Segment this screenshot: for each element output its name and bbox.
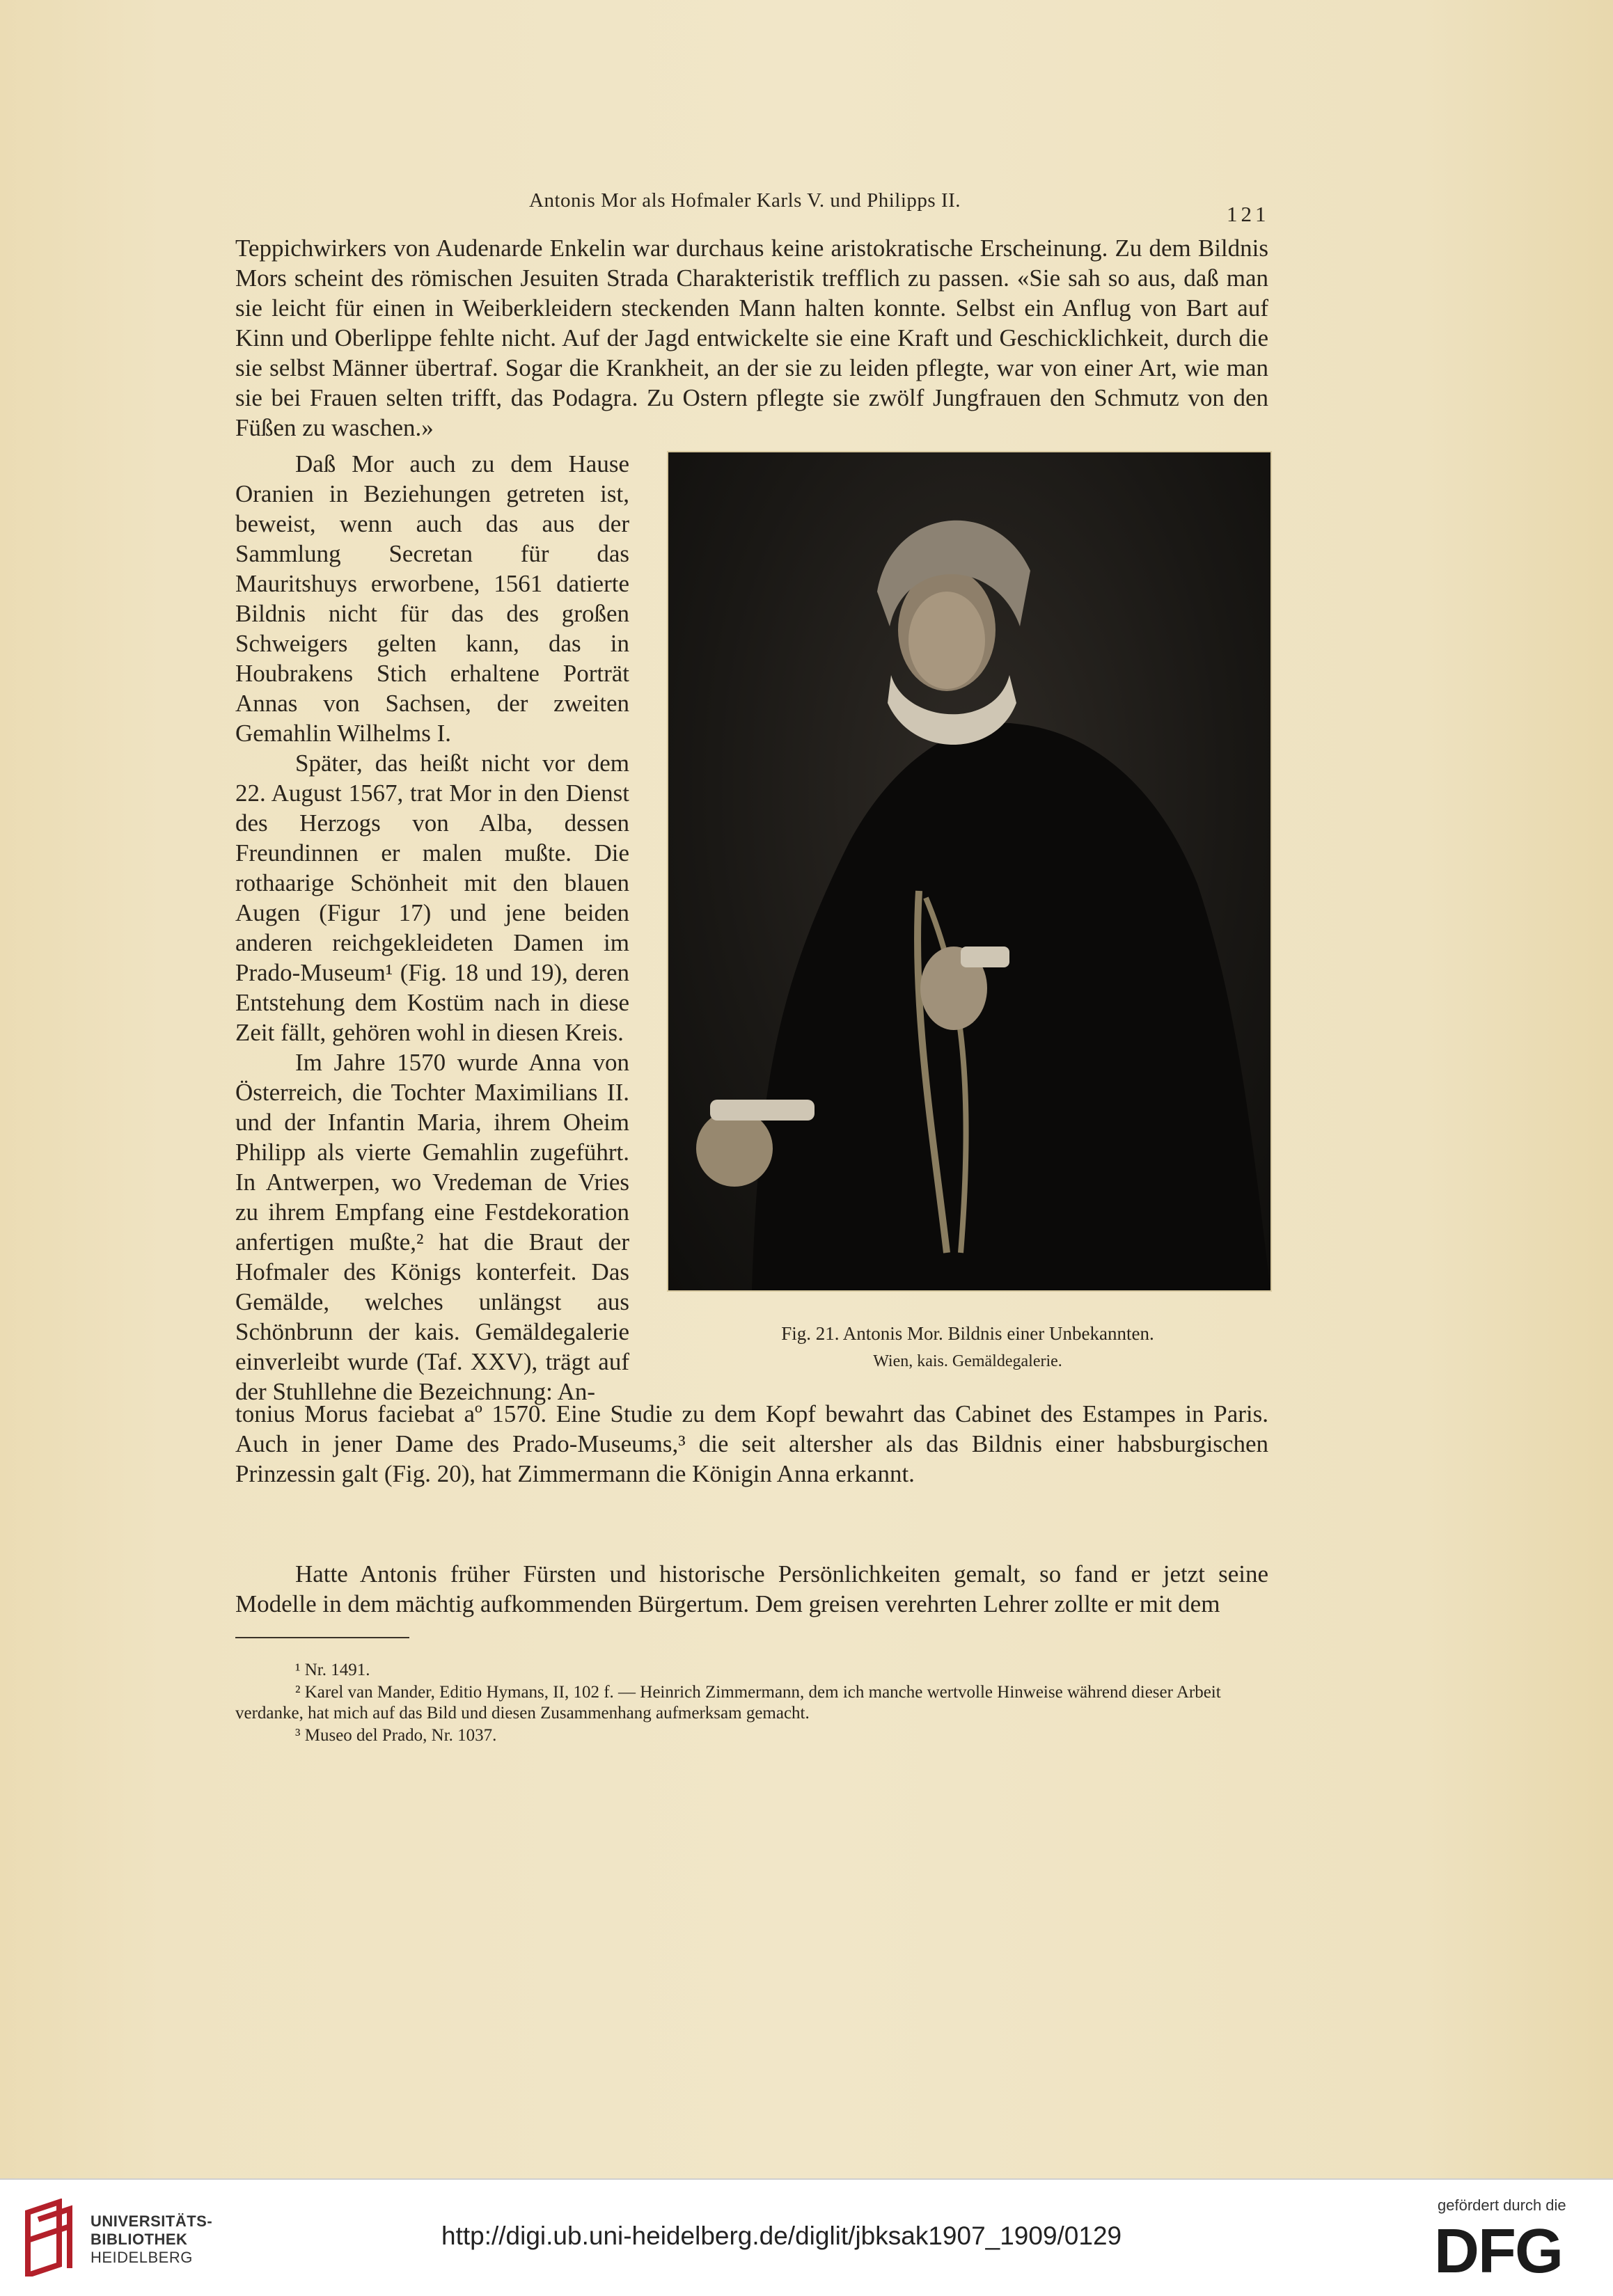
- caption-location: Wien, kais. Gemäldegalerie.: [873, 1352, 1062, 1370]
- paragraph-text: Hatte Antonis früher Fürsten und historische Persönlichkeiten gemalt, so fand er jetzt seine Modelle in dem mächtig aufkommenden Bürgertum. Dem greisen verehrten Lehrer zollte er mit dem: [235, 1560, 1268, 1617]
- dfg-logo[interactable]: DFG: [1434, 2217, 1562, 2286]
- footnote-2: ² Karel van Mander, Editio Hymans, II, 102 f. — Heinrich Zimmermann, dem ich manche wertvolle Hinweise während dieser Arbeit verdanke, hat mich auf das Bild und diesen Zusammenhang aufmerksam gemacht.: [235, 1683, 1221, 1723]
- text-column-left: [235, 449, 629, 1407]
- sponsor-label: gefördert durch die: [1438, 2196, 1566, 2214]
- paragraph-buergertum: [235, 1559, 1268, 1619]
- figure-caption: [696, 1320, 1239, 1375]
- page-number: 121: [1227, 202, 1270, 226]
- running-head: Antonis Mor als Hofmaler Karls V. und Philipps II.: [529, 189, 961, 212]
- portrait-image: [668, 452, 1270, 1290]
- footnote-divider: [235, 1637, 409, 1638]
- caption-title: Fig. 21. Antonis Mor. Bildnis einer Unbekannten.: [781, 1323, 1154, 1344]
- footnote-3: ³ Museo del Prado, Nr. 1037.: [295, 1726, 497, 1745]
- paragraph-alba: Später, das heißt nicht vor dem 22. August 1567, trat Mor in den Dienst des Herzogs von Alba, dessen Freundinnen er malen mußte. Die rothaarige Schönheit mit den blauen Augen (Figur 17) und jene beiden anderen reichgekleideten Damen im Prado-Museum¹ (Fig. 18 und 19), deren Entstehung dem Kostüm nach in diese Zeit fällt, gehören wohl in diesen Kreis.: [235, 750, 629, 1046]
- footnotes: [235, 1660, 1268, 1748]
- paragraph-oranien: Daß Mor auch zu dem Hause Oranien in Beziehungen getreten ist, beweist, wenn auch das aus der Sammlung Secretan für das Mauritshuys erworbene, 1561 datierte Bildnis nicht für das des großen Schweigers gelten kann, das in Houbrakens Stich erhaltene Porträt Annas von Sachsen, der zweiten Gemahlin Wilhelms I.: [235, 450, 629, 747]
- paragraph-text: tonius Morus faciebat aº 1570. Eine Studie zu dem Kopf bewahrt das Cabinet des Estampes in Paris. Auch in jener Dame des Prado-Museums,³ die seit altersher als das Bildnis einer habsburgischen Prinzessin galt (Fig. 20), hat Zimmermann die Königin Anna erkannt.: [235, 1400, 1268, 1487]
- university-logo-text[interactable]: UNIVERSITÄTS- BIBLIOTHEK HEIDELBERG: [91, 2212, 213, 2266]
- viewer-footer: [0, 2178, 1613, 2296]
- footnote-1: ¹ Nr. 1491.: [295, 1661, 370, 1679]
- paragraph-top: [235, 233, 1268, 443]
- portrait-figure: [668, 452, 1270, 1290]
- paragraph-continuation: [235, 1399, 1268, 1489]
- paragraph-anna: Im Jahre 1570 wurde Anna von Österreich, die Tochter Maximilians II. und der Infantin Maria, ihrem Oheim Philipp als vierte Gemahlin zugeführt. In Antwerpen, wo Vredeman de Vries zu ihrem Empfang eine Festdekoration anfertigen mußte,² hat die Braut der Hofmaler des Königs konterfeit. Das Gemälde, welches unlängst aus Schönbrunn der kais. Gemäldegalerie einverleibt wurde (Taf. XXV), trägt auf der Stuhllehne die Bezeichnung: An-: [235, 1049, 629, 1405]
- permalink-url[interactable]: http://digi.ub.uni-heidelberg.de/diglit/jbksak1907_1909/0129: [441, 2222, 1122, 2250]
- paragraph-text: Teppichwirkers von Audenarde Enkelin war durchaus keine aristokratische Erscheinung. Zu dem Bildnis Mors scheint des römischen Jesuiten Strada Charakteristik trefflich zu passen. «Sie sah so aus, daß man sie leicht für einen in Weiberkleidern steckenden Mann halten konnte. Selbst ein Anflug von Bart auf Kinn und Oberlippe fehlte nicht. Auf der Jagd entwickelte sie eine Kraft und Geschicklichkeit, durch die sie selbst Männer übertraf. Sogar die Krankheit, an der sie zu leiden pflegte, war von einer Art, wie man sie bei Frauen selten trifft, das Podagra. Zu Ostern pflegte sie zwölf Jungfrauen den Schmutz von den Füßen zu waschen.»: [235, 235, 1268, 441]
- university-logo-icon[interactable]: [21, 2199, 84, 2277]
